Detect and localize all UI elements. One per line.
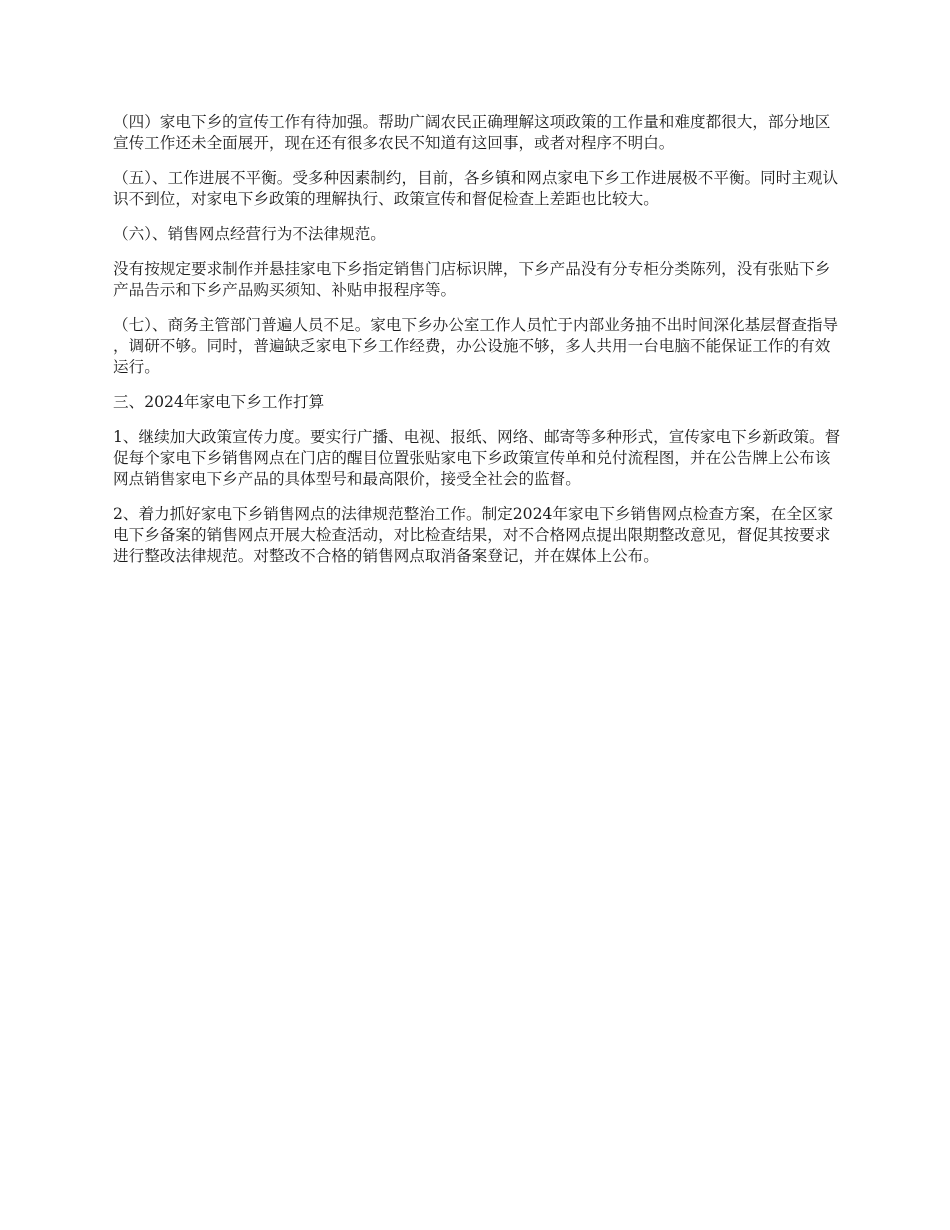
- paragraph-item-4-publicity: （四）家电下乡的宣传工作有待加强。帮助广阔农民正确理解这项政策的工作量和难度都很大，部分地区宣传工作还未全面展开，现在还有很多农民不知道有这回事，或者对程序不明白。: [113, 113, 831, 152]
- plan-item-2-regulation: 2、着力抓好家电下乡销售网点的法律规范整治工作。制定2024年家电下乡销售网点检查方案，在全区家电下乡备案的销售网点开展大检查活动，对比检查结果，对不合格网点提出限期整改意见，督促其按要求进行整改法律规范。对整改不合格的销售网点取消备案登记，并在媒体上公布。: [113, 505, 834, 565]
- section-heading-2024-plan: 三、2024年家电下乡工作打算: [113, 393, 325, 411]
- document-page: [113, 112, 841, 581]
- plan-item-1-publicity: 1、继续加大政策宣传力度。要实行广播、电视、报纸、网络、邮寄等多种形式，宣传家电下乡新政策。督促每个家电下乡销售网点在门店的醒目位置张贴家电下乡政策宣传单和兑付流程图，并在公告牌上公布该网点销售家电下乡产品的具体型号和最高限价，接受全社会的监督。: [113, 428, 841, 488]
- paragraph-item-6-body: 没有按规定要求制作并悬挂家电下乡指定销售门店标识牌，下乡产品没有分专柜分类陈列，没有张贴下乡产品告示和下乡产品购买须知、补贴申报程序等。: [113, 260, 831, 299]
- paragraph-item-6-heading: （六）、销售网点经营行为不法律规范。: [113, 225, 386, 243]
- paragraph-item-7-staffing: （七）、商务主管部门普遍人员不足。家电下乡办公室工作人员忙于内部业务抽不出时间深化基层督查指导，调研不够。同时，普遍缺乏家电下乡工作经费，办公设施不够，多人共用一台电脑不能保证工作的有效运行。: [113, 316, 839, 376]
- paragraph-item-5-progress: （五）、工作进展不平衡。受多种因素制约，目前，各乡镇和网点家电下乡工作进展极不平衡。同时主观认识不到位，对家电下乡政策的理解执行、政策宣传和督促检查上差距也比较大。: [113, 169, 839, 208]
